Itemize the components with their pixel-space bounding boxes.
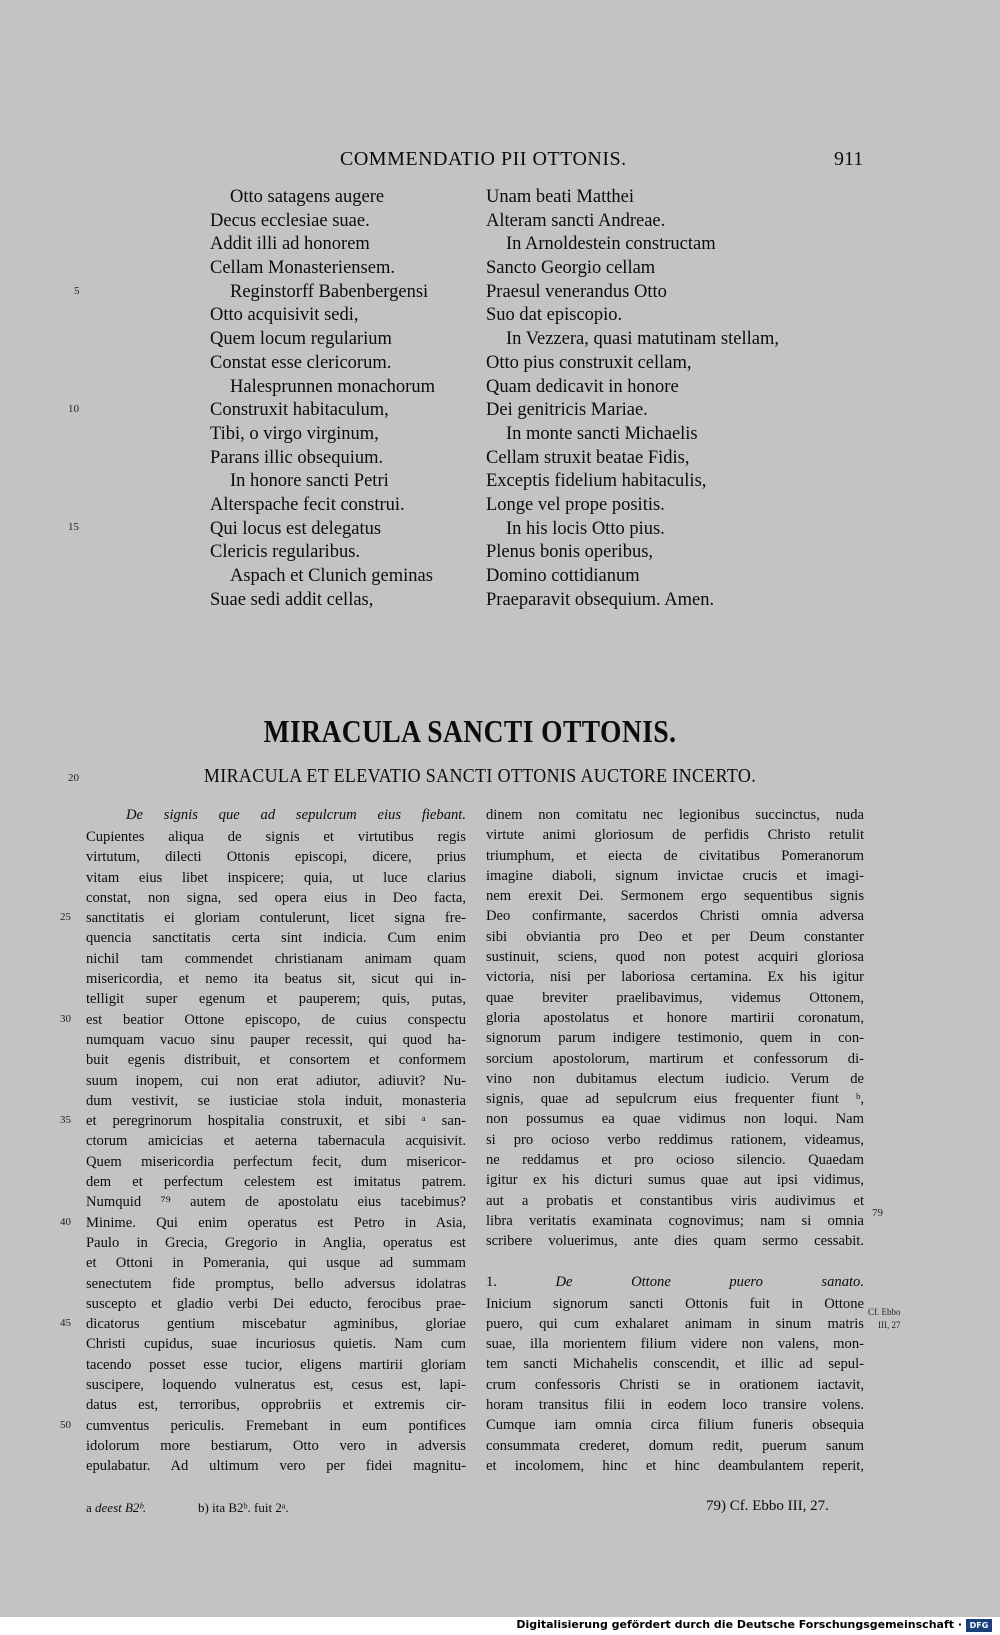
- text-line: dicatorus gentium miscebatur agminibus, gloriae: [86, 1316, 466, 1333]
- poem-line: Sancto Georgio cellam: [486, 258, 656, 279]
- text-line: suscepto et gladio verbi Dei educto, ferocibus prae-: [86, 1295, 466, 1312]
- line-number: 15: [68, 521, 79, 533]
- poem-line: Otto satagens augere: [230, 187, 385, 207]
- poem-line: Suo dat episcopio.: [486, 305, 623, 326]
- dfg-logo: DFG: [966, 1619, 992, 1632]
- page-number: 911: [834, 148, 864, 170]
- text-line: sibi obviantia pro Deo et per Deum constanter: [486, 928, 864, 945]
- poem-line: Domino cottidianum: [486, 566, 640, 586]
- poem-line: Suae sedi addit cellas,: [210, 589, 374, 610]
- poem-line: Exceptis fidelium habitaculis,: [486, 471, 707, 492]
- text-line: constat, non signa, sed opera eius in Deo facta,: [86, 889, 466, 906]
- text-line: libra veritatis examinata cognovimus; nam si omnia: [486, 1212, 864, 1229]
- poem-line: Alterspache fecit construi.: [210, 494, 405, 515]
- text-line: horam transitus filii in eodem loco transire volens.: [486, 1397, 864, 1414]
- poem-line: Longe vel prope positis.: [486, 494, 665, 515]
- text-line: victoria, nisi per laboriosa certamina. Ex his igitur: [486, 969, 864, 986]
- text-line: suum inopem, cui non erat adiutor, adiuvit? Nu-: [86, 1072, 466, 1089]
- text-line: signis, quae ad sepulcrum eius frequenter fiunt ᵇ,: [486, 1091, 864, 1108]
- text-line: suscipere, loquendo vulneratus est, cesus est, lapi-: [86, 1377, 466, 1394]
- text-line: Inicium signorum sancti Ottonis fuit in Ottone: [486, 1295, 864, 1312]
- main-title: MIRACULA SANCTI OTTONIS.: [263, 713, 677, 749]
- text-line: virtute animi gloriosum de perfidis Christo retulit: [486, 827, 864, 844]
- text-line: telligit super egenum et pauperem; quis, putas,: [86, 991, 466, 1008]
- chapter-heading: [486, 1272, 864, 1294]
- poem-line: Unam beati Matthei: [486, 187, 634, 207]
- poem-line: Quem locum regularium: [210, 329, 392, 350]
- poem-line: Tibi, o virgo virginum,: [210, 423, 379, 444]
- line-number: 20: [68, 772, 79, 784]
- text-line: non possumus ea quae vidimus non loqui. Nam: [486, 1111, 864, 1128]
- margin-cf-line1: Cf. Ebbo: [868, 1307, 901, 1317]
- text-line: imagine diaboli, signum invictae crucis et imagi-: [486, 867, 864, 884]
- text-line: et incolomem, hinc et hinc deambulantem reperit,: [486, 1457, 864, 1474]
- line-number: 40: [60, 1215, 71, 1228]
- text-line: ctorum amicicias et aeterna tabernacula acquisivit.: [86, 1133, 466, 1150]
- footnote-a-mark: a: [86, 1500, 92, 1515]
- poem-line: Plenus bonis operibus,: [486, 542, 654, 563]
- left-prose-column: [86, 805, 466, 1477]
- poem-line: Halesprunnen monachorum: [230, 376, 435, 397]
- text-line: idolorum more bestiarum, Otto vero in adversis: [86, 1437, 466, 1454]
- poem-line: Praeparavit obsequium. Amen.: [486, 589, 715, 610]
- poem-line: Alteram sancti Andreae.: [486, 210, 666, 231]
- left-section-heading: De signis que ad sepulcrum eius fiebant.: [126, 807, 466, 823]
- text-line: datus est, terroribus, opprobriis et extremis cir-: [86, 1397, 466, 1414]
- text-line: misericordia, et nemo ita beatus sit, sicut qui in-: [86, 971, 466, 988]
- text-line: dinem non comitatu nec legionibus succinctus, nuda: [486, 807, 864, 823]
- text-line: scribere voluerimus, ante dies quam sermo cessabit.: [486, 1233, 864, 1250]
- text-line: buit egenis distribuit, et consortem et conformem: [86, 1052, 466, 1069]
- text-line: suae, illa morientem filium videre non valens, mon-: [486, 1336, 864, 1353]
- text-line: crum confessoris Christi se in orationem iactavit,: [486, 1376, 864, 1393]
- text-line: Cupientes aliqua de signis et virtutibus regis: [86, 829, 466, 845]
- text-line: senectutem fide promptus, bello adversus idolatras: [86, 1275, 466, 1292]
- poem-line: In his locis Otto pius.: [506, 518, 665, 539]
- text-line: Numquid ⁷⁹ autem de apostolatu eius tacebimus?: [86, 1194, 466, 1211]
- text-line: triumphum, et eiecta de civitatibus Pomeranorum: [486, 847, 864, 864]
- running-head: [0, 148, 1000, 174]
- footnote-a: [86, 1500, 146, 1516]
- right-prose-column: [486, 805, 864, 1476]
- text-line: Paulo in Grecia, Gregorio in Anglia, operatus est: [86, 1234, 466, 1251]
- poem-line: Dei genitricis Mariae.: [486, 400, 648, 421]
- text-line: vino non dubitamus electum iudicio. Verum de: [486, 1070, 864, 1087]
- text-line: dum vestivit, se iusticiae stola induit, monasteria: [86, 1092, 466, 1109]
- text-line: nem erexit Dei. Sermonem ergo sequentibus signis: [486, 888, 864, 905]
- poem-line: In Arnoldestein constructam: [506, 234, 716, 255]
- poem-line: Praesul venerandus Otto: [486, 281, 667, 302]
- poem-line: In monte sancti Michaelis: [506, 423, 698, 444]
- text-line: Christi cupidus, suae incuriosus quietis. Nam cum: [86, 1336, 466, 1353]
- poem-line: In Vezzera, quasi matutinam stellam,: [506, 329, 779, 350]
- text-line: gloria apostolatus et honore martirii coronatum,: [486, 1009, 864, 1026]
- text-line: si pro ocioso verbo reddimus rationem, videamus,: [486, 1131, 864, 1148]
- text-line: et peregrinorum hospitalia construxit, et sibi ᵃ san-: [86, 1113, 466, 1130]
- footnote-b-text: ita B2ᵇ. fuit 2ᵃ.: [212, 1500, 289, 1515]
- poem-line: Quam dedicavit in honore: [486, 376, 679, 397]
- running-head-title: COMMENDATIO PII OTTONIS.: [340, 148, 627, 170]
- line-number: 10: [68, 403, 79, 415]
- poem-line: Otto pius construxit cellam,: [486, 352, 692, 373]
- poem-line: Cellam Monasteriensem.: [210, 258, 395, 279]
- text-line: Quem misericordia perfectum fecit, dum misericor-: [86, 1153, 466, 1170]
- text-line: est beatior Ottone episcopo, de cuius conspectu: [86, 1011, 466, 1028]
- footnote-b: [198, 1500, 289, 1516]
- text-line: sanctitatis ei gloriam contulerunt, licet signa fre-: [86, 910, 466, 927]
- text-line: cumventus periculis. Fremebant in eum pontifices: [86, 1417, 466, 1434]
- text-line: sorcium apostolorum, martirum et confessorum di-: [486, 1050, 864, 1067]
- line-number: 50: [60, 1418, 71, 1431]
- poem-line: Reginstorff Babenbergensi: [230, 281, 429, 302]
- text-line: tacendo posset esse tucior, eligens martirii gloriam: [86, 1356, 466, 1373]
- text-line: epulabatur. Ad ultimum vero per fidei magnitu-: [86, 1458, 466, 1475]
- line-number: 5: [74, 285, 80, 297]
- poem-line: Cellam struxit beatae Fidis,: [486, 447, 690, 468]
- text-line: aut a probatis et constantibus viris audivimus et: [486, 1192, 864, 1209]
- chapter-number: 1.: [486, 1273, 497, 1290]
- footnote-79: 79) Cf. Ebbo III, 27.: [706, 1498, 829, 1514]
- text-line: dem et perfectum celestem est imitatus patrem.: [86, 1174, 466, 1191]
- line-number: 35: [60, 1114, 71, 1127]
- text-line: et Ottoni in Pomerania, qui usque ad summam: [86, 1255, 466, 1272]
- text-line: quencia sanctitatis certa sint indicia. Cum enim: [86, 930, 466, 947]
- poem-line: Decus ecclesiae suae.: [210, 210, 370, 231]
- line-number: 45: [60, 1317, 71, 1330]
- text-line: consummata crederet, domum redit, puerum sanum: [486, 1437, 864, 1454]
- poem-line: Clericis regularibus.: [210, 542, 361, 563]
- funding-banner-text: Digitalisierung gefördert durch die Deutsche Forschungsgemeinschaft ·: [516, 1618, 962, 1631]
- text-line: vitam eius libet inspicere; quia, ut luce clarius: [86, 869, 466, 886]
- chapter-title: De Ottone puero sanato.: [555, 1273, 864, 1290]
- text-line: sustinuit, sciens, quod non potest acquiri gloriosa: [486, 949, 864, 966]
- funding-banner: [0, 1617, 1000, 1635]
- margin-cf-line2: III, 27: [878, 1320, 901, 1330]
- poem-line: Aspach et Clunich geminas: [230, 566, 433, 586]
- text-line: puero, qui cum exhalaret animam in sinum matris: [486, 1315, 864, 1332]
- line-number: 30: [60, 1012, 71, 1025]
- section-title: MIRACULA ET ELEVATIO SANCTI OTTONIS AUCTORE INCERTO.: [203, 766, 757, 787]
- text-line: Minime. Qui enim operatus est Petro in Asia,: [86, 1214, 466, 1231]
- text-line: virtutum, dilecti Ottonis episcopi, dicere, prius: [86, 849, 466, 866]
- margin-note-79: 79: [872, 1207, 883, 1219]
- text-line: nichil tam commendet christianam animam quam: [86, 950, 466, 967]
- text-line: signorum parum indigere testimonio, quem in con-: [486, 1030, 864, 1047]
- footnote-b-mark: b): [198, 1500, 209, 1515]
- poem-line: Qui locus est delegatus: [210, 518, 382, 539]
- text-line: Cumque iam omnia circa filium funeris obsequia: [486, 1417, 864, 1434]
- text-line: Deo confirmante, sacerdos Christi omnia adversa: [486, 908, 864, 925]
- poem-line: Constat esse clericorum.: [210, 352, 392, 373]
- text-line: ne reddamus et pro ocioso silencio. Quaedam: [486, 1152, 864, 1169]
- text-line: quae breviter praelibavimus, videmus Ottonem,: [486, 989, 864, 1006]
- poem-line: Parans illic obsequium.: [210, 447, 384, 468]
- poem-line: In honore sancti Petri: [230, 471, 389, 492]
- poem-left-column: [210, 186, 480, 612]
- poem-line: Otto acquisivit sedi,: [210, 305, 359, 326]
- poem-line: Addit illi ad honorem: [210, 234, 370, 255]
- line-number: 25: [60, 911, 71, 924]
- footnote-a-text: deest B2ᵇ.: [95, 1500, 147, 1515]
- poem-line: Construxit habitaculum,: [210, 400, 389, 421]
- text-line: igitur ex his dicturi sumus quae aut ipsi vidimus,: [486, 1172, 864, 1189]
- text-line: tem sancti Michahelis conscendit, et illic ad sepul-: [486, 1356, 864, 1373]
- text-line: numquam vacuo sinu pauper recessit, qui quod ha-: [86, 1031, 466, 1048]
- poem-right-column: [486, 186, 846, 612]
